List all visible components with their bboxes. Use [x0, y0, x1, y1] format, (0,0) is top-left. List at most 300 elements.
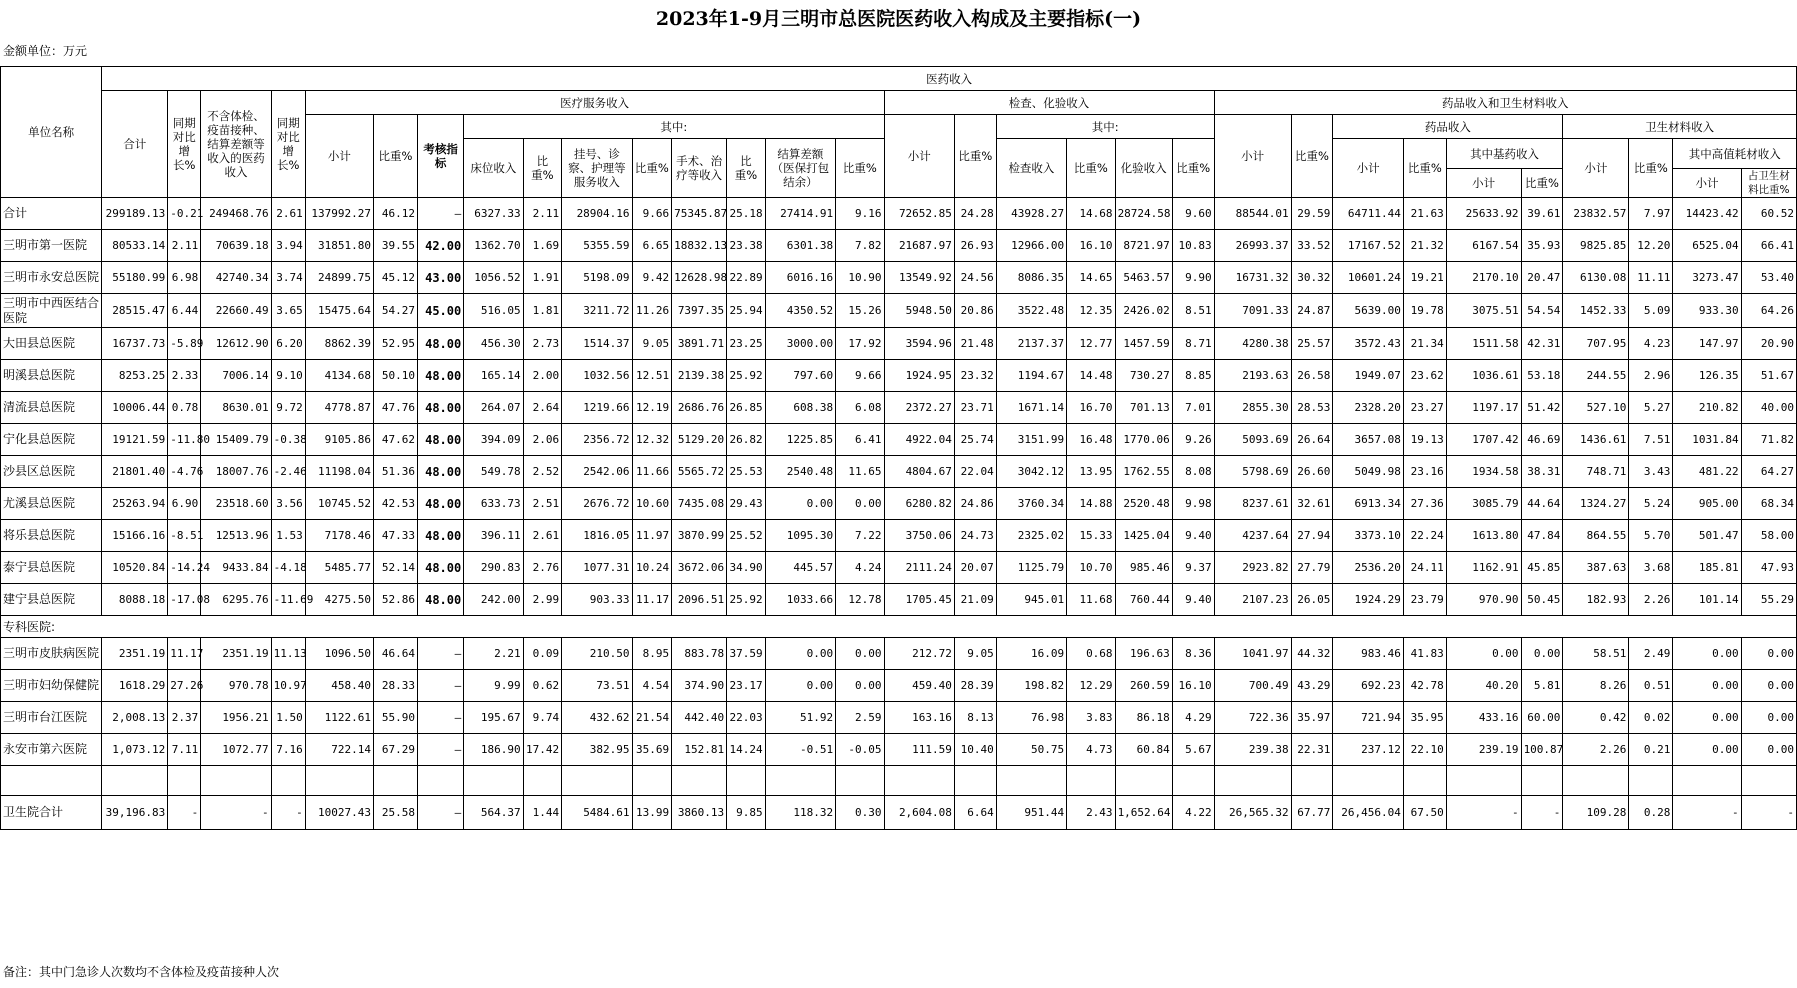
- row-cell: 864.55: [1563, 520, 1629, 552]
- row-cell: 707.95: [1563, 328, 1629, 360]
- row-cell: -11.80: [168, 424, 201, 456]
- row-cell: 22.03: [727, 702, 766, 734]
- row-cell: 50.45: [1521, 584, 1563, 616]
- row-cell: 4.24: [836, 552, 884, 584]
- row-cell: 21.63: [1403, 198, 1446, 230]
- row-cell: 2.26: [1629, 584, 1673, 616]
- row-cell: -4.76: [168, 456, 201, 488]
- row-cell: 0.21: [1629, 734, 1673, 766]
- row-cell: 11.17: [168, 638, 201, 670]
- row-cell: 24899.75: [305, 262, 373, 294]
- row-cell: 21.32: [1403, 230, 1446, 262]
- row-cell: 722.14: [305, 734, 373, 766]
- table-row: [1, 328, 1797, 360]
- row-cell: 432.62: [562, 702, 632, 734]
- header-exam-subtotal: 小计: [884, 115, 954, 198]
- row-cell: 22.10: [1403, 734, 1446, 766]
- row-cell: 25.18: [727, 198, 766, 230]
- row-cell: –: [418, 638, 464, 670]
- row-cell: 23.79: [1403, 584, 1446, 616]
- footnote: 备注：其中门急诊人次数均不含体检及疫苗接种人次: [3, 965, 280, 979]
- row-cell: 1362.70: [464, 230, 523, 262]
- row-cell: 5129.20: [672, 424, 727, 456]
- blank-cell: [271, 766, 305, 796]
- blank-row: [1, 766, 1797, 796]
- row-cell: -0.05: [836, 734, 884, 766]
- row-cell: 76.98: [996, 702, 1066, 734]
- row-cell: 1031.84: [1673, 424, 1741, 456]
- row-cell: 43.29: [1291, 670, 1333, 702]
- row-cell: 4922.04: [884, 424, 954, 456]
- row-cell: 51.36: [374, 456, 418, 488]
- row-cell: 7.16: [271, 734, 305, 766]
- row-cell: 3870.99: [672, 520, 727, 552]
- row-cell: 10.60: [632, 488, 672, 520]
- table-row: [1, 520, 1797, 552]
- row-cell: 2.11: [168, 230, 201, 262]
- row-cell: 37.59: [727, 638, 766, 670]
- table-row: [1, 360, 1797, 392]
- row-cell: 10745.52: [305, 488, 373, 520]
- row-cell: 42.53: [374, 488, 418, 520]
- row-cell: 24.56: [954, 262, 996, 294]
- row-cell: 700.49: [1214, 670, 1291, 702]
- row-cell: 0.00: [836, 638, 884, 670]
- row-cell: 64711.44: [1333, 198, 1403, 230]
- row-cell: -2.46: [271, 456, 305, 488]
- header-check-ratio: 比重%: [1067, 139, 1115, 198]
- row-cell: 1705.45: [884, 584, 954, 616]
- row-cell: 4804.67: [884, 456, 954, 488]
- row-cell: 0.02: [1629, 702, 1673, 734]
- row-cell: 9.60: [1172, 198, 1214, 230]
- row-cell: 260.59: [1115, 670, 1172, 702]
- row-cell: 35.95: [1403, 702, 1446, 734]
- row-cell: 46.12: [374, 198, 418, 230]
- row-cell: 5.81: [1521, 670, 1563, 702]
- row-cell: 903.33: [562, 584, 632, 616]
- row-cell: 12.20: [1629, 230, 1673, 262]
- row-cell: 8086.35: [996, 262, 1066, 294]
- row-cell: 6301.38: [765, 230, 835, 262]
- row-cell: 445.57: [765, 552, 835, 584]
- row-cell: 15409.79: [201, 424, 271, 456]
- row-cell: 5565.72: [672, 456, 727, 488]
- special-row: [1, 670, 1797, 702]
- row-cell: -5.89: [168, 328, 201, 360]
- row-cell: 3750.06: [884, 520, 954, 552]
- row-cell: 66.41: [1741, 230, 1796, 262]
- blank-cell: [1067, 766, 1115, 796]
- row-unit-name: 泰宁县总医院: [1, 552, 102, 584]
- row-cell: 8.13: [954, 702, 996, 734]
- row-unit-name: 三明市第一医院: [1, 230, 102, 262]
- row-cell: 52.14: [374, 552, 418, 584]
- row-cell: 25.53: [727, 456, 766, 488]
- row-cell: 0.51: [1629, 670, 1673, 702]
- row-cell: 24.11: [1403, 552, 1446, 584]
- row-cell: -0.51: [765, 734, 835, 766]
- header-mat-subtotal: 小计: [1563, 139, 1629, 198]
- row-cell: 1041.97: [1214, 638, 1291, 670]
- row-cell: 186.90: [464, 734, 523, 766]
- row-cell: 32.61: [1291, 488, 1333, 520]
- row-cell: 1924.95: [884, 360, 954, 392]
- row-cell: 19121.59: [102, 424, 168, 456]
- row-cell: 9.40: [1172, 520, 1214, 552]
- row-cell: 2111.24: [884, 552, 954, 584]
- row-cell: 6.44: [168, 294, 201, 328]
- row-cell: 1.81: [523, 294, 562, 328]
- row-cell: 5.70: [1629, 520, 1673, 552]
- table-row: [1, 456, 1797, 488]
- row-cell: 35.93: [1521, 230, 1563, 262]
- header-kpi: 考核指标: [418, 115, 464, 198]
- row-cell: 23.25: [727, 328, 766, 360]
- row-cell: 2351.19: [201, 638, 271, 670]
- row-cell: 730.27: [1115, 360, 1172, 392]
- row-cell: 45.12: [374, 262, 418, 294]
- row-cell: 44.64: [1521, 488, 1563, 520]
- row-cell: 9.05: [954, 638, 996, 670]
- row-cell: 11.68: [1067, 584, 1115, 616]
- row-cell: 21687.97: [884, 230, 954, 262]
- row-cell: 9.99: [464, 670, 523, 702]
- row-cell: 45.85: [1521, 552, 1563, 584]
- data-table: [0, 66, 1797, 830]
- row-cell: 47.93: [1741, 552, 1796, 584]
- row-cell: 26.82: [727, 424, 766, 456]
- row-cell: 1613.80: [1446, 520, 1521, 552]
- row-cell: 26.93: [954, 230, 996, 262]
- row-cell: 48.00: [418, 584, 464, 616]
- row-cell: 3273.47: [1673, 262, 1741, 294]
- row-cell: 2.11: [523, 198, 562, 230]
- row-cell: 1436.61: [1563, 424, 1629, 456]
- row-cell: 6327.33: [464, 198, 523, 230]
- row-cell: 26,456.04: [1333, 796, 1403, 830]
- row-cell: 12.51: [632, 360, 672, 392]
- row-cell: 0.62: [523, 670, 562, 702]
- row-cell: -: [271, 796, 305, 830]
- row-cell: 0.00: [1741, 734, 1796, 766]
- table-row: [1, 262, 1797, 294]
- row-cell: 26,565.32: [1214, 796, 1291, 830]
- row-cell: 12612.90: [201, 328, 271, 360]
- row-cell: 9.98: [1172, 488, 1214, 520]
- row-cell: 17.42: [523, 734, 562, 766]
- row-cell: 22.31: [1291, 734, 1333, 766]
- row-cell: 29.43: [727, 488, 766, 520]
- row-cell: 2.73: [523, 328, 562, 360]
- row-unit-name: 合计: [1, 198, 102, 230]
- row-cell: 382.95: [562, 734, 632, 766]
- row-cell: 3572.43: [1333, 328, 1403, 360]
- row-cell: 1324.27: [1563, 488, 1629, 520]
- row-cell: 1219.66: [562, 392, 632, 424]
- row-cell: 6.20: [271, 328, 305, 360]
- row-cell: 6.98: [168, 262, 201, 294]
- header-basic-subtotal: 小计: [1446, 169, 1521, 198]
- header-settle-ratio: 比重%: [836, 139, 884, 198]
- row-cell: 2193.63: [1214, 360, 1291, 392]
- row-cell: -11.69: [271, 584, 305, 616]
- header-drug-ratio: 比重%: [1403, 139, 1446, 198]
- row-cell: 10520.84: [102, 552, 168, 584]
- row-cell: -17.08: [168, 584, 201, 616]
- row-cell: -0.38: [271, 424, 305, 456]
- row-cell: 11.97: [632, 520, 672, 552]
- row-cell: 31851.80: [305, 230, 373, 262]
- row-cell: 86.18: [1115, 702, 1172, 734]
- row-cell: 2137.37: [996, 328, 1066, 360]
- row-cell: 3594.96: [884, 328, 954, 360]
- row-cell: 2.61: [523, 520, 562, 552]
- row-cell: 27.94: [1291, 520, 1333, 552]
- row-cell: 60.84: [1115, 734, 1172, 766]
- row-cell: 44.32: [1291, 638, 1333, 670]
- row-cell: 68.34: [1741, 488, 1796, 520]
- row-cell: 0.00: [1741, 670, 1796, 702]
- row-cell: 88544.01: [1214, 198, 1291, 230]
- row-cell: 18832.13: [672, 230, 727, 262]
- row-cell: 41.83: [1403, 638, 1446, 670]
- row-cell: 52.95: [374, 328, 418, 360]
- row-cell: 15475.64: [305, 294, 373, 328]
- row-cell: –: [418, 198, 464, 230]
- row-cell: 883.78: [672, 638, 727, 670]
- row-cell: 23.16: [1403, 456, 1446, 488]
- row-unit-name: 尤溪县总医院: [1, 488, 102, 520]
- row-cell: 48.00: [418, 456, 464, 488]
- header-of-which-2: 其中:: [996, 115, 1214, 139]
- row-cell: 50.10: [374, 360, 418, 392]
- row-cell: 23.17: [727, 670, 766, 702]
- row-cell: 25.92: [727, 360, 766, 392]
- row-unit-name: 清流县总医院: [1, 392, 102, 424]
- row-cell: 75345.87: [672, 198, 727, 230]
- row-cell: 1452.33: [1563, 294, 1629, 328]
- header-of-which: 其中:: [464, 115, 884, 139]
- row-cell: 55.90: [374, 702, 418, 734]
- row-cell: 4350.52: [765, 294, 835, 328]
- row-cell: 26.85: [727, 392, 766, 424]
- row-cell: 30.32: [1291, 262, 1333, 294]
- row-cell: 0.00: [1673, 734, 1741, 766]
- row-cell: 9825.85: [1563, 230, 1629, 262]
- row-cell: 18007.76: [201, 456, 271, 488]
- table-row: [1, 584, 1797, 616]
- blank-cell: [1, 766, 102, 796]
- header-reg: 挂号、诊察、护理等服务收入: [562, 139, 632, 198]
- row-cell: 7.01: [1172, 392, 1214, 424]
- row-cell: 5.24: [1629, 488, 1673, 520]
- row-cell: 2,008.13: [102, 702, 168, 734]
- row-cell: 17167.52: [1333, 230, 1403, 262]
- table-row: [1, 424, 1797, 456]
- blank-cell: [1673, 766, 1741, 796]
- header-unit-name: 单位名称: [1, 67, 102, 198]
- row-cell: 40.00: [1741, 392, 1796, 424]
- row-cell: 12.19: [632, 392, 672, 424]
- row-cell: 933.30: [1673, 294, 1741, 328]
- blank-cell: [464, 766, 523, 796]
- row-cell: 196.63: [1115, 638, 1172, 670]
- row-cell: 13.99: [632, 796, 672, 830]
- row-cell: 0.00: [836, 488, 884, 520]
- row-cell: -: [1741, 796, 1796, 830]
- header-total: 合计: [102, 91, 168, 198]
- row-cell: 1.53: [271, 520, 305, 552]
- row-cell: 29.59: [1291, 198, 1333, 230]
- row-cell: 8237.61: [1214, 488, 1291, 520]
- row-cell: 1457.59: [1115, 328, 1172, 360]
- row-cell: 43.00: [418, 262, 464, 294]
- row-cell: 26.64: [1291, 424, 1333, 456]
- row-cell: 16.09: [996, 638, 1066, 670]
- row-cell: 23.71: [954, 392, 996, 424]
- row-cell: 456.30: [464, 328, 523, 360]
- row-cell: 7.11: [168, 734, 201, 766]
- row-cell: 11198.04: [305, 456, 373, 488]
- row-cell: 2356.72: [562, 424, 632, 456]
- header-service-subtotal: 小计: [305, 115, 373, 198]
- row-cell: 48.00: [418, 424, 464, 456]
- row-cell: 1077.31: [562, 552, 632, 584]
- row-cell: 4.22: [1172, 796, 1214, 830]
- row-cell: 9.37: [1172, 552, 1214, 584]
- row-cell: 11.13: [271, 638, 305, 670]
- row-cell: 46.64: [374, 638, 418, 670]
- row-cell: 25.94: [727, 294, 766, 328]
- table-row: [1, 230, 1797, 262]
- row-cell: 58.00: [1741, 520, 1796, 552]
- row-cell: 5.09: [1629, 294, 1673, 328]
- row-cell: 100.87: [1521, 734, 1563, 766]
- row-cell: -: [168, 796, 201, 830]
- row-cell: 16737.73: [102, 328, 168, 360]
- row-cell: 1056.52: [464, 262, 523, 294]
- row-cell: 244.55: [1563, 360, 1629, 392]
- row-cell: 264.07: [464, 392, 523, 424]
- row-cell: 33.52: [1291, 230, 1333, 262]
- row-cell: 15.33: [1067, 520, 1115, 552]
- row-cell: -4.18: [271, 552, 305, 584]
- row-cell: 1122.61: [305, 702, 373, 734]
- row-cell: 52.86: [374, 584, 418, 616]
- row-cell: 48.00: [418, 520, 464, 552]
- row-cell: 10.24: [632, 552, 672, 584]
- row-cell: 14.24: [727, 734, 766, 766]
- row-cell: -: [201, 796, 271, 830]
- row-cell: 1949.07: [1333, 360, 1403, 392]
- row-cell: 47.62: [374, 424, 418, 456]
- row-cell: 5093.69: [1214, 424, 1291, 456]
- row-cell: 9.16: [836, 198, 884, 230]
- header-bed: 床位收入: [464, 139, 523, 198]
- row-cell: 0.00: [765, 488, 835, 520]
- row-cell: 15166.16: [102, 520, 168, 552]
- row-cell: 2107.23: [1214, 584, 1291, 616]
- blank-cell: [632, 766, 672, 796]
- row-cell: 1956.21: [201, 702, 271, 734]
- row-cell: 45.00: [418, 294, 464, 328]
- table-row: [1, 488, 1797, 520]
- row-cell: 8.26: [1563, 670, 1629, 702]
- row-cell: 1033.66: [765, 584, 835, 616]
- row-cell: 2540.48: [765, 456, 835, 488]
- row-cell: 2372.27: [884, 392, 954, 424]
- row-cell: 47.33: [374, 520, 418, 552]
- blank-cell: [884, 766, 954, 796]
- row-cell: 249468.76: [201, 198, 271, 230]
- row-cell: 7178.46: [305, 520, 373, 552]
- row-cell: 12628.98: [672, 262, 727, 294]
- row-cell: 1934.58: [1446, 456, 1521, 488]
- row-cell: 1770.06: [1115, 424, 1172, 456]
- row-cell: 60.00: [1521, 702, 1563, 734]
- row-unit-name: 宁化县总医院: [1, 424, 102, 456]
- row-cell: 20.07: [954, 552, 996, 584]
- row-cell: 3211.72: [562, 294, 632, 328]
- row-cell: 53.40: [1741, 262, 1796, 294]
- row-cell: 6280.82: [884, 488, 954, 520]
- row-cell: 185.81: [1673, 552, 1741, 584]
- row-cell: 9.85: [727, 796, 766, 830]
- row-unit-name: 沙县区总医院: [1, 456, 102, 488]
- blank-cell: [765, 766, 835, 796]
- header-bed-ratio: 比重%: [523, 139, 562, 198]
- row-cell: 48.00: [418, 328, 464, 360]
- row-cell: -14.24: [168, 552, 201, 584]
- row-cell: 12.77: [1067, 328, 1115, 360]
- row-cell: 17.92: [836, 328, 884, 360]
- row-cell: 701.13: [1115, 392, 1172, 424]
- row-cell: 25.52: [727, 520, 766, 552]
- row-cell: 2.37: [168, 702, 201, 734]
- row-cell: 1,073.12: [102, 734, 168, 766]
- blank-cell: [201, 766, 271, 796]
- row-cell: 10.83: [1172, 230, 1214, 262]
- row-cell: 60.52: [1741, 198, 1796, 230]
- row-cell: 51.42: [1521, 392, 1563, 424]
- row-unit-name: 建宁县总医院: [1, 584, 102, 616]
- row-cell: 27414.91: [765, 198, 835, 230]
- row-cell: 4280.38: [1214, 328, 1291, 360]
- row-cell: 21.09: [954, 584, 996, 616]
- row-cell: 951.44: [996, 796, 1066, 830]
- row-cell: 14.88: [1067, 488, 1115, 520]
- header-excl: 不含体检、疫苗接种、结算差额等收入的医药收入: [201, 91, 271, 198]
- row-cell: 2.06: [523, 424, 562, 456]
- row-cell: 3373.10: [1333, 520, 1403, 552]
- row-cell: 23.27: [1403, 392, 1446, 424]
- row-cell: 3075.51: [1446, 294, 1521, 328]
- row-cell: 290.83: [464, 552, 523, 584]
- row-cell: 9.26: [1172, 424, 1214, 456]
- row-cell: 2.61: [271, 198, 305, 230]
- row-cell: 4.54: [632, 670, 672, 702]
- row-cell: 0.78: [168, 392, 201, 424]
- row-cell: 58.51: [1563, 638, 1629, 670]
- row-cell: 6167.54: [1446, 230, 1521, 262]
- row-cell: 25.58: [374, 796, 418, 830]
- row-cell: 6.90: [168, 488, 201, 520]
- row-cell: 11.65: [836, 456, 884, 488]
- row-cell: 692.23: [1333, 670, 1403, 702]
- row-cell: 2.26: [1563, 734, 1629, 766]
- row-cell: 8862.39: [305, 328, 373, 360]
